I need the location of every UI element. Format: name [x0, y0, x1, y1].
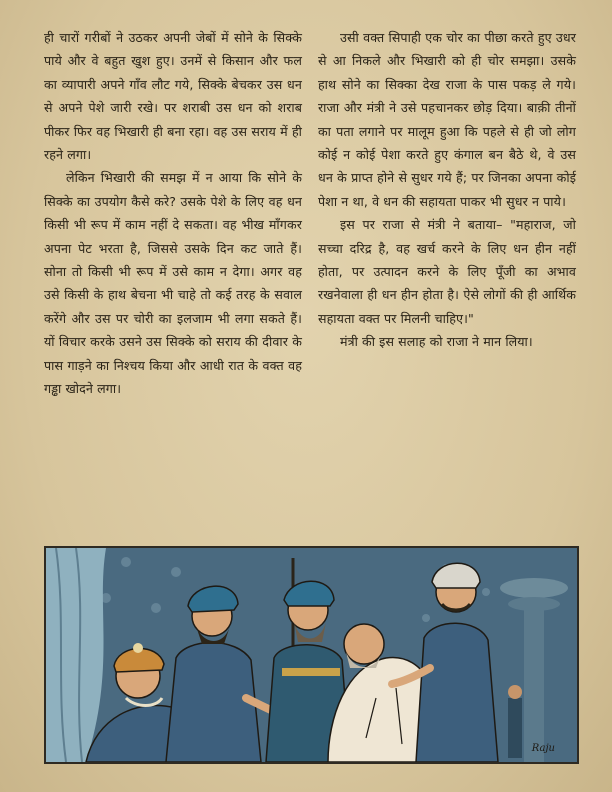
- right-paragraph-1: उसी वक्त सिपाही एक चोर का पीछा करते हुए उधर से आ निकले और भिखारी को ही चोर समझा। उसके हाथ सोने का सिक्का देख राजा के पास पकड़ ले गये। राजा और मंत्री ने उसे पहचानकर छोड़ दिया। बाक़ी तीनों का पता लगाने पर मालूम हुआ कि पहले से ही जो लोग कोई न कोई पेशा करते हुए कंगाल बन बैठे थे, वे उस धन के प्राप्त होने से सुधर गये हैं; पर जिनका अपना कोई पेशा न था, वे धन की सहायता पाकर भी सुधर न पाये।: [318, 30, 576, 209]
- left-text-column: [44, 26, 302, 401]
- left-paragraph-2: लेकिन भिखारी की समझ में न आया कि सोने के सिक्के का उपयोग कैसे करे? उसके पेशे के लिए वह धन किसी भी रूप में काम नहीं दे सकता। वह भीख माँगकर अपना पेट भरता है, जिससे उसके दिन कट जाते हैं। सोना तो किसी भी रूप में उसे काम न देगा। अगर वह उसे किसी के हाथ बेचना भी चाहे तो कई तरह के सवाल करेंगे और उस पर चोरी का इलजाम भी लगा सकते हैं। यों विचार करके उसने उस सिक्के को सराय की दीवार के पास गाड़ने का निश्चय किया और आधी रात के वक्त वह गड्ढा खोदने लगा।: [44, 170, 302, 397]
- artist-signature: Raju: [531, 743, 555, 754]
- left-paragraph-1: ही चारों गरीबों ने उठकर अपनी जेबों में सोने के सिक्के पाये और वे बहुत खुश हुए। उनमें से किसान और फल का व्यापारी अपने गाँव लौट गये, सिक्के बेचकर उस धन से अपने पेशे जारी रखे। पर शराबी उस धन को शराब पीकर फिर वह भिखारी ही बना रहा। वह उस सराय में ही रहने लगा।: [44, 30, 302, 163]
- court-scene-drawing: [46, 548, 577, 762]
- story-illustration: [44, 546, 579, 764]
- right-text-column: [318, 26, 576, 354]
- right-paragraph-2: इस पर राजा से मंत्री ने बताया– "महाराज, जो सच्चा दरिद्र है, वह खर्च करने के लिए धन हीन नहीं होता, पर उत्पादन करने के लिए पूँजी का अभाव रखनेवाला ही धन हीन होता है। ऐसे लोगों की ही आर्थिक सहायता वक्त पर मिलनी चाहिए।": [318, 217, 576, 326]
- right-paragraph-3: मंत्री की इस सलाह को राजा ने मान लिया।: [340, 334, 533, 350]
